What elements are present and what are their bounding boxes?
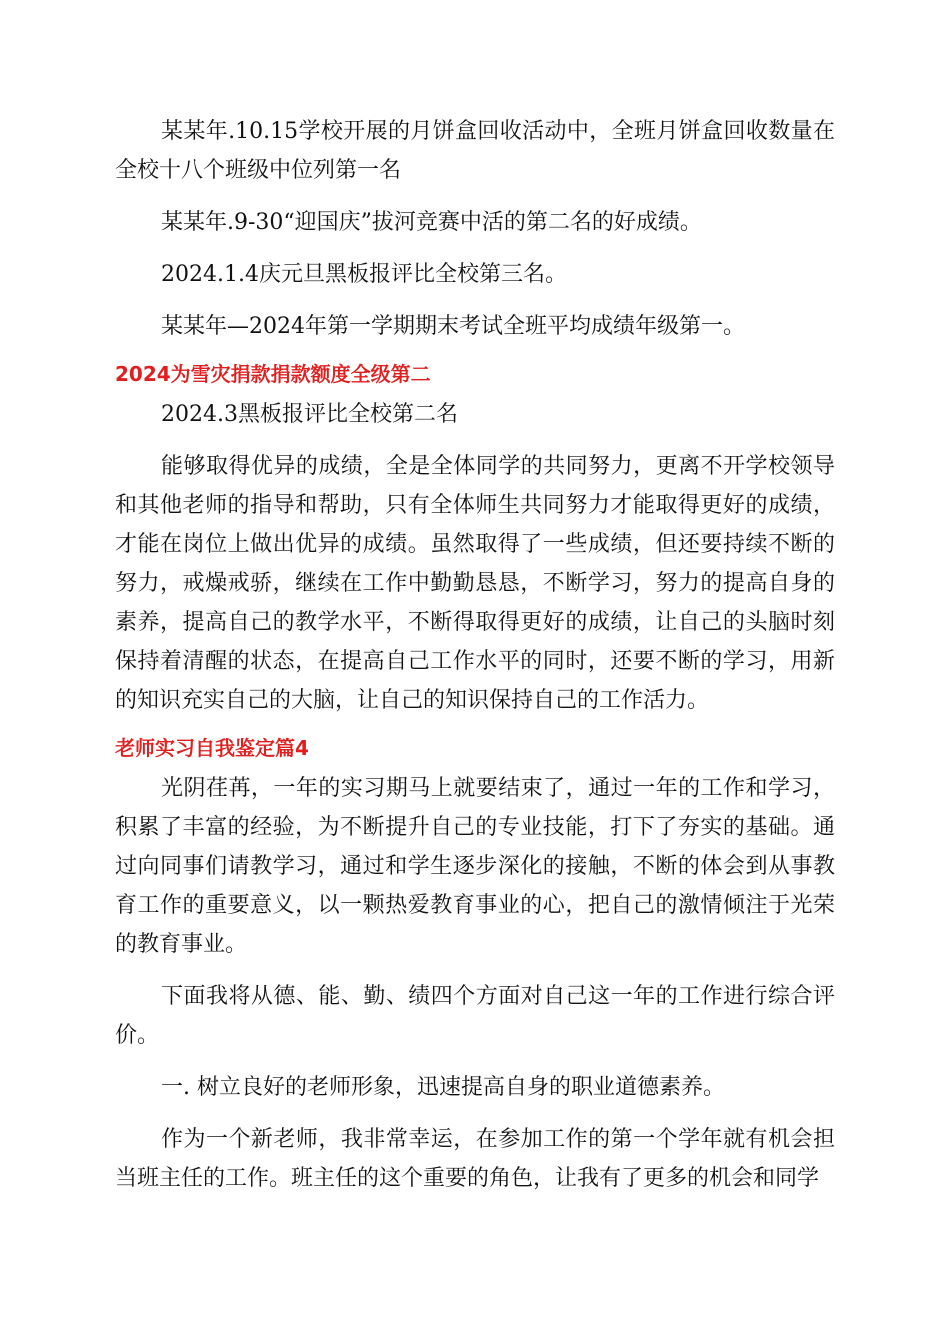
heading-snow-donation: 2024为雪灾捐款捐款额度全级第二	[115, 362, 431, 386]
paragraph-tug-of-war: 某某年.9-30“迎国庆”拔河竞赛中活的第二名的好成绩。	[161, 210, 702, 235]
document-body	[115, 112, 835, 1211]
paragraph-four-aspects: 下面我将从德、能、勤、绩四个方面对自己这一年的工作进行综合评价。	[115, 984, 835, 1048]
paragraph-section-one: 一. 树立良好的老师形象，迅速提高自身的职业道德素养。	[161, 1075, 725, 1100]
paragraph-mooncake-recycling: 某某年.10.15学校开展的月饼盒回收活动中，全班月饼盒回收数量在全校十八个班级中位列第一名	[115, 119, 835, 183]
heading-self-assessment-4: 老师实习自我鉴定篇4	[115, 736, 309, 760]
paragraph-new-teacher: 作为一个新老师，我非常幸运，在参加工作的第一个学年就有机会担当班主任的工作。班主任的这个重要的角色，让我有了更多的机会和同学	[115, 1127, 835, 1191]
paragraph-final-exam: 某某年—2024年第一学期期末考试全班平均成绩年级第一。	[161, 314, 745, 339]
paragraph-achievements-summary: 能够取得优异的成绩，全是全体同学的共同努力，更离不开学校领导和其他老师的指导和帮助，只有全体师生共同努力才能取得更好的成绩，才能在岗位上做出优异的成绩。虽然取得了一些成绩，但还要持续不断的努力，戒燥戒骄，继续在工作中勤勤恳恳，不断学习，努力的提高自身的素养，提高自己的教学水平，不断得取得更好的成绩，让自己的头脑时刻保持着清醒的状态，在提高自己工作水平的同时，还要不断的学习，用新的知识充实自己的大脑，让自己的知识保持自己的工作活力。	[115, 454, 835, 713]
paragraph-march-blackboard: 2024.3黑板报评比全校第二名	[161, 402, 458, 427]
paragraph-new-year-blackboard: 2024.1.4庆元旦黑板报评比全校第三名。	[161, 262, 567, 287]
paragraph-internship-intro: 光阴荏苒，一年的实习期马上就要结束了，通过一年的工作和学习，积累了丰富的经验，为不断提升自己的专业技能，打下了夯实的基础。通过向同事们请教学习，通过和学生逐步深化的接触，不断的体会到从事教育工作的重要意义，以一颗热爱教育事业的心，把自己的激情倾注于光荣的教育事业。	[115, 776, 835, 957]
